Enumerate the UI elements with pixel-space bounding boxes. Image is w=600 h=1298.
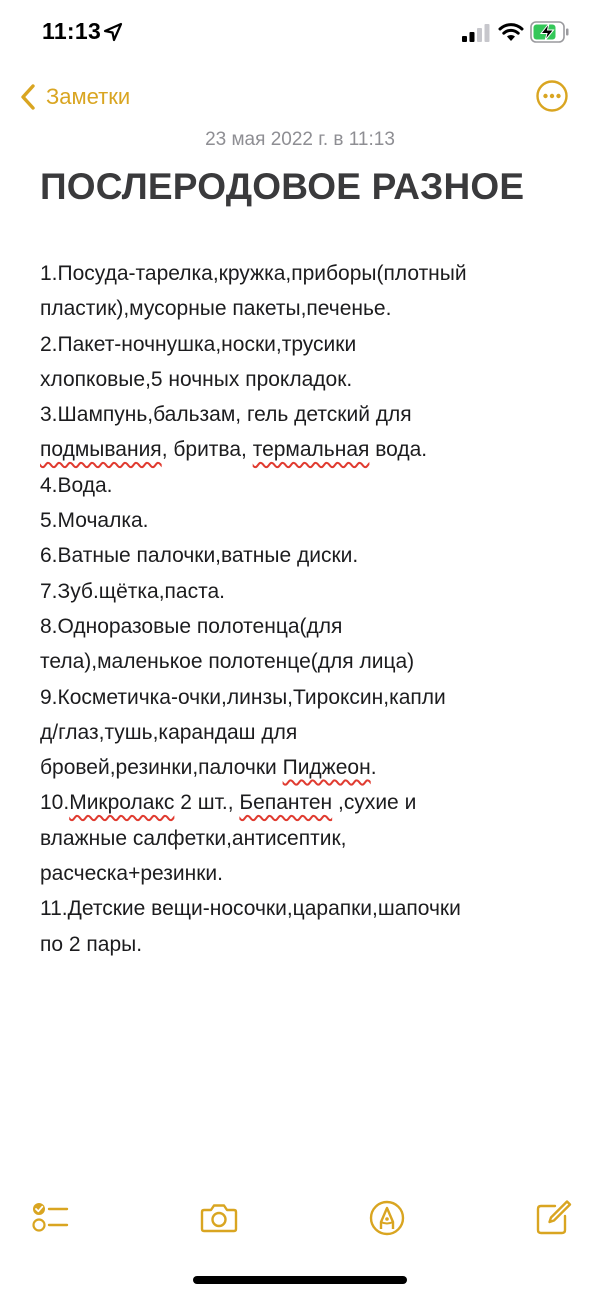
note-line: [40, 680, 570, 715]
note-line: [40, 256, 570, 291]
note-line: [40, 644, 570, 679]
note-text: 2.Пакет-ночнушка,носки,трусики: [40, 332, 357, 356]
misspelled-word: Пиджеон: [282, 756, 371, 780]
battery-charging-icon: [530, 21, 570, 43]
note-text: 4.Вода.: [40, 473, 113, 497]
back-button[interactable]: [18, 80, 130, 114]
more-options-button[interactable]: [535, 79, 569, 113]
note-line: [40, 503, 570, 538]
ellipsis-circle-icon: [538, 82, 567, 111]
note-line: [40, 927, 570, 962]
note-line: [40, 785, 570, 820]
note-line: [40, 856, 570, 891]
chevron-left-icon: [18, 82, 38, 112]
note-line: [40, 327, 570, 362]
note-line: [40, 891, 570, 926]
note-title[interactable]: ПОСЛЕРОДОВОЕ РАЗНОЕ: [40, 166, 525, 207]
note-text: вода.: [369, 438, 428, 462]
note-text: , бритва,: [161, 438, 253, 462]
note-line: [40, 362, 570, 397]
location-arrow-icon: [103, 22, 123, 42]
note-body[interactable]: [40, 256, 570, 962]
note-text: тела),маленькое полотенце(для лица): [40, 650, 415, 674]
note-text: 8.Одноразовые полотенца(для: [40, 614, 343, 638]
note-text: влажные салфетки,антисептик,: [40, 826, 347, 850]
status-bar: [0, 0, 600, 64]
note-line: [40, 538, 570, 573]
compose-icon: [538, 1202, 570, 1234]
note-text: ,сухие и: [332, 791, 417, 815]
camera-icon: [202, 1206, 236, 1232]
misspelled-word: Микролакс: [69, 791, 175, 815]
note-line: [40, 432, 570, 467]
checklist-icon: [33, 1203, 67, 1231]
note-text: пластик),мусорные пакеты,печенье.: [40, 297, 392, 321]
checklist-button[interactable]: [30, 1198, 70, 1238]
note-line: [40, 397, 570, 432]
note-text: бровей,резинки,палочки: [40, 756, 283, 780]
note-line: [40, 291, 570, 326]
cellular-signal-icon: [462, 24, 490, 42]
camera-button[interactable]: [199, 1198, 239, 1238]
note-text: 11.Детские вещи-носочки,царапки,шапочки: [40, 897, 461, 921]
note-text: 1.Посуда-тарелка,кружка,приборы(плотный: [40, 262, 467, 285]
note-line: [40, 750, 570, 785]
note-text: 2 шт.,: [174, 791, 240, 815]
note-text: 9.Косметичка-очки,линзы,Тироксин,капли: [40, 685, 446, 709]
note-date: 23 мая 2022 г. в 11:13: [205, 129, 395, 150]
note-line: [40, 715, 570, 750]
note-text: расческа+резинки.: [40, 862, 223, 886]
note-text: 10.: [40, 791, 70, 815]
misspelled-word: подмывания: [40, 438, 162, 462]
misspelled-word: термальная: [252, 438, 370, 462]
note-line: [40, 468, 570, 503]
note-text: по 2 пары.: [40, 932, 143, 956]
note-text: 3.Шампунь,бальзам, гель детский для: [40, 403, 412, 427]
markup-button[interactable]: [367, 1198, 407, 1238]
compose-button[interactable]: [533, 1198, 573, 1238]
note-line: [40, 821, 570, 856]
status-time: 11:13: [42, 18, 102, 44]
home-indicator: [193, 1276, 407, 1284]
note-line: [40, 609, 570, 644]
note-line: [40, 574, 570, 609]
back-button-label: Заметки: [46, 84, 131, 109]
note-text: 6.Ватные палочки,ватные диски.: [40, 544, 359, 568]
markup-pen-icon: [371, 1202, 403, 1234]
note-text: хлопковые,5 ночных прокладок.: [40, 367, 353, 391]
note-text: д/глаз,тушь,карандаш для: [40, 720, 298, 744]
note-text: 5.Мочалка.: [40, 509, 149, 533]
wifi-icon: [498, 22, 524, 42]
note-text: .: [370, 756, 377, 780]
misspelled-word: Бепантен: [239, 791, 333, 815]
note-text: 7.Зуб.щётка,паста.: [40, 579, 225, 603]
